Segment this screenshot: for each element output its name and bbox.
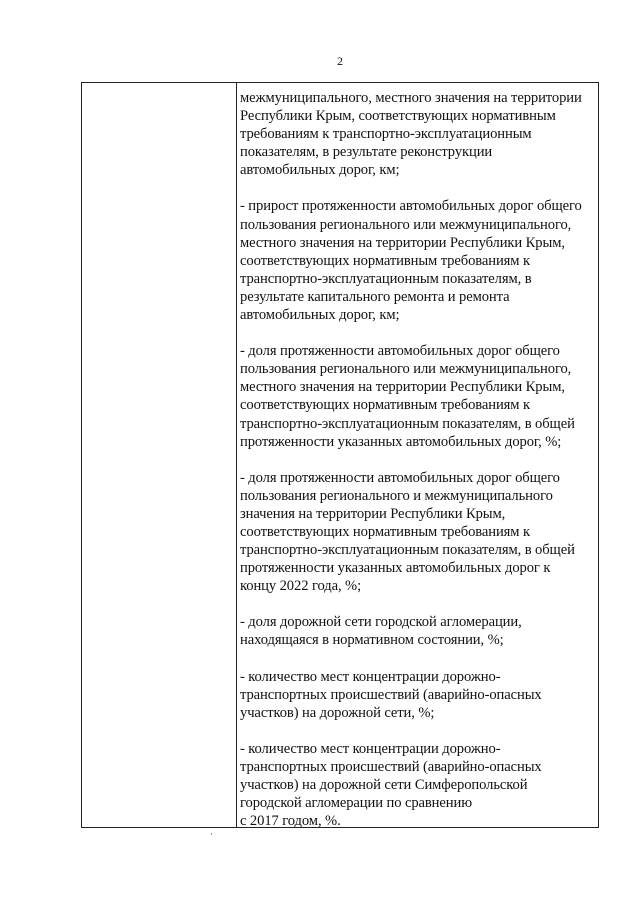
paragraph-reconstruction-growth: межмуниципального, местного значения на территории Республики Крым, соответствующих нормативным требованиям к транспортно-эксплуатационным показателям, в результате реконструкции автомобильных дорог, км; [240, 90, 582, 179]
paragraph-accident-spots-simferopol: - количество мест концентрации дорожно- транспортных происшествий (аварийно-опасных участков) на дорожной сети Симферопольской городской агломерации по сравнению с 2017 годом, %. [240, 740, 542, 830]
table-right-cell [240, 89, 596, 830]
document-table [81, 82, 599, 828]
paragraph-accident-spots: - количество мест концентрации дорожно- транспортных происшествий (аварийно-опасных участков) на дорожной сети, %; [240, 668, 542, 721]
table-left-cell [82, 83, 236, 827]
column-divider [236, 83, 237, 827]
scan-artifact [211, 833, 212, 835]
paragraph-agglomeration-share: - доля дорожной сети городской агломерации, находящаяся в нормативном состоянии, %; [240, 614, 522, 649]
paragraph-normative-share-2022: - доля протяженности автомобильных дорог общего пользования регионального и межмуниципального значения на территории Республики Крым, соответствующих нормативным требованиям к транспортно-эксплуатационным показателям, в общей протяженности указанных автомобильных дорог к концу 2022 года, %; [240, 469, 575, 595]
page-number: 2 [337, 54, 343, 68]
paragraph-repair-growth: - прирост протяженности автомобильных дорог общего пользования регионального или межмуниципального, местного значения на территории Республики Крым, соответствующих нормативным требованиям к транспортно-эксплуатационным показателям, в результате капитального ремонта и ремонта автомобильных дорог, км; [240, 198, 582, 324]
paragraph-normative-share: - доля протяженности автомобильных дорог общего пользования регионального или межмуниципального, местного значения на территории Республики Крым, соответствующих нормативным требованиям к транспортно-эксплуатационным показателям, в общей протяженности указанных автомобильных дорог, %; [240, 343, 575, 450]
